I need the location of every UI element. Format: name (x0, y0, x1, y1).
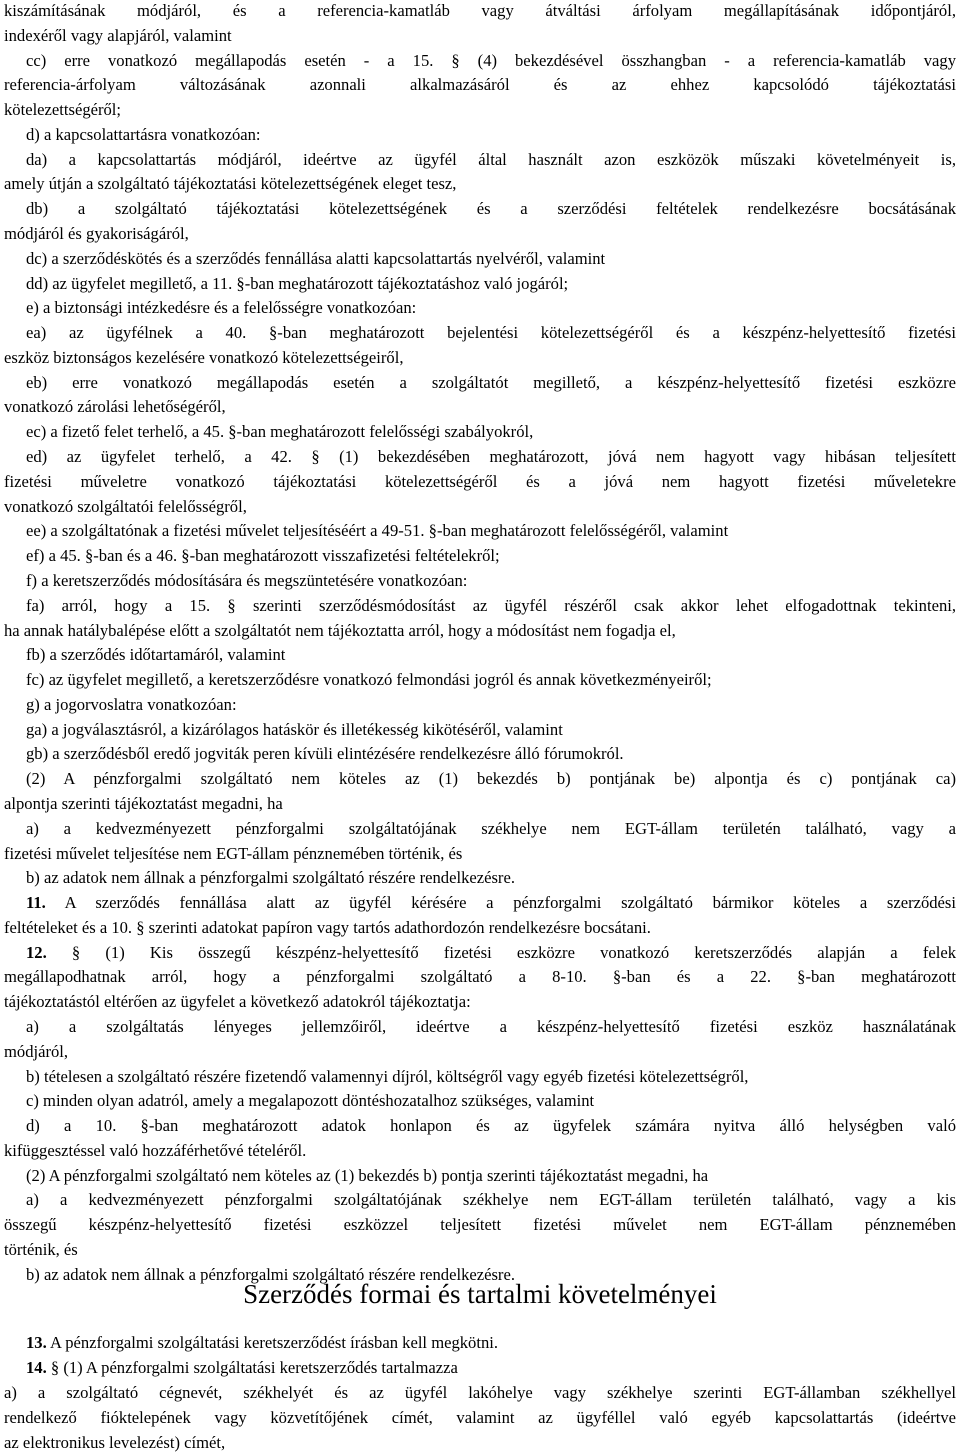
text-line (4, 1237, 78, 1262)
line-text: ef) a 45. §-ban és a 46. §-ban meghatározott visszafizetési feltételekről; (26, 546, 500, 566)
text-line (4, 171, 456, 196)
text-line (4, 494, 247, 519)
line-text: kiszámításának módjáról, és a referencia-kamatláb vagy átváltási árfolyam megállapításának időpontjáról, (4, 1, 956, 20)
line-text: fizetési művelet teljesítése nem EGT-állam pénznemében történik, és (4, 843, 463, 863)
text-line (26, 766, 956, 791)
text-line (26, 196, 956, 221)
text-line (4, 469, 956, 494)
text-line (4, 1212, 956, 1237)
text-line (26, 1113, 956, 1138)
text-line (4, 1138, 306, 1163)
line-text: ed) az ügyfelet terhelő, a 42. § (1) bekezdésében meghatározott, jóvá nem hagyott vagy hibásan teljesített (26, 447, 956, 467)
text-line (4, 1039, 68, 1064)
line-text: d) a 10. §-ban meghatározott adatok honlapon és az ügyfelek számára nyitva álló helységben való (26, 1116, 956, 1136)
text-line (26, 1064, 748, 1089)
line-text: g) a jogorvoslatra vonatkozóan: (26, 694, 237, 714)
line-text: vonatkozó szolgáltatói felelősségről, (4, 496, 247, 516)
text-line (4, 1430, 225, 1455)
text-line (26, 593, 956, 618)
text-line (4, 23, 232, 48)
line-text: gb) a szerződésből eredő jogviták peren kívüli elintézésére rendelkezésre álló fórumokról. (26, 744, 624, 764)
line-text: (2) A pénzforgalmi szolgáltató nem köteles az (1) bekezdés b) pontja szerinti tájékoztatást megadni, ha (26, 1165, 709, 1185)
line-text: referencia-árfolyam változásának azonnali alkalmazásáról és az ehhez kapcsolódó tájékoztatási (4, 75, 956, 95)
line-text: b) az adatok nem állnak a pénzforgalmi szolgáltató részére rendelkezésre. (26, 1264, 515, 1284)
text-line (26, 419, 533, 444)
text-line (26, 147, 956, 172)
line-text: b) tételesen a szolgáltató részére fizetendő valamennyi díjról, költségről vagy egyéb fizetési kötelezettségről, (26, 1066, 749, 1086)
section-heading: Szerződés formai és tartalmi követelményei (243, 1279, 717, 1309)
text-line (26, 246, 605, 271)
text-line (4, 1405, 956, 1430)
text-line (26, 940, 956, 965)
text-line (26, 370, 956, 395)
line-text: ec) a fizető felet terhelő, a 45. §-ban meghatározott felelősségi szabályokról, (26, 422, 534, 442)
text-line (26, 1355, 458, 1380)
paragraph-number: 14. (26, 1358, 47, 1377)
line-text: az elektronikus levelezést) címét, (4, 1433, 226, 1452)
text-line (26, 48, 956, 73)
line-text: d) a kapcsolattartásra vonatkozóan: (26, 124, 261, 144)
line-text: módjáról, (4, 1041, 69, 1061)
text-line (26, 890, 956, 915)
line-text: fizetési műveletre vonatkozó tájékoztatási kötelezettségéről és a jóvá nem hagyott fizetési műveletekre (4, 471, 956, 491)
line-text: módjáról és gyakoriságáról, (4, 224, 189, 244)
text-line (26, 320, 956, 345)
text-line (26, 692, 237, 717)
line-text: c) minden olyan adatról, amely a megalapozott döntéshozatalhoz szükséges, valamint (26, 1091, 595, 1111)
text-line (26, 865, 515, 890)
line-text: tájékoztatástól eltérően az ügyfelet a következő adatokról tájékoztatja: (4, 992, 471, 1012)
text-line (4, 841, 462, 866)
text-line (4, 618, 676, 643)
text-line (4, 989, 471, 1014)
line-text: A szerződés fennállása alatt az ügyfél kérésére a pénzforgalmi szolgáltató bármikor köteles a szerződési (45, 893, 956, 913)
paragraph-number: 13. (26, 1333, 47, 1352)
line-text: alpontja szerinti tájékoztatást megadni, ha (4, 793, 283, 813)
line-text: a) a kedvezményezett pénzforgalmi szolgáltatójának székhelye nem EGT-állam területén található, vagy a (26, 818, 956, 838)
text-line (26, 122, 261, 147)
line-text: rendelkező fióktelepének vagy közvetítőjének címét, valamint az ügyféllel való egyéb kapcsolattartás (ideértve (4, 1408, 956, 1427)
line-text: § (1) A pénzforgalmi szolgáltatási keretszerződés tartalmazza (46, 1358, 458, 1377)
text-line (26, 518, 728, 543)
text-line (4, 394, 226, 419)
line-text: fa) arról, hogy a 15. § szerinti szerződésmódosítást az ügyfél részéről csak akkor lehet elfogadottnak tekinteni, (26, 595, 956, 615)
text-line (26, 667, 712, 692)
text-line (4, 964, 956, 989)
line-text: e) a biztonsági intézkedésre és a felelősségre vonatkozóan: (26, 298, 417, 318)
text-line (26, 1187, 956, 1212)
line-text: amely útján a szolgáltató tájékoztatási kötelezettségének eleget tesz, (4, 174, 457, 194)
line-text: ea) az ügyfélnek a 40. §-ban meghatározott bejelentési kötelezettségéről és a készpénz-helyettesítő fizetési (26, 323, 956, 343)
text-line (4, 72, 956, 97)
line-text: (2) A pénzforgalmi szolgáltató nem köteles az (1) bekezdés b) pontjának be) alpontja és c) pontjának ca) (26, 769, 956, 789)
line-text: a) a szolgáltatás lényeges jellemzőiről, ideértve a készpénz-helyettesítő fizetési eszköz használatának (26, 1016, 956, 1036)
line-text: eb) erre vonatkozó megállapodás esetén a szolgáltatót megillető, a készpénz-helyettesítő fizetési eszközre (26, 372, 956, 392)
line-text: a) a kedvezményezett pénzforgalmi szolgáltatójának székhelye nem EGT-állam területén található, vagy a kis (26, 1190, 956, 1210)
line-text: eszköz biztonságos kezelésére vonatkozó kötelezettségeiről, (4, 347, 404, 367)
paragraph-number: 11. (26, 893, 46, 913)
text-line (26, 741, 624, 766)
line-text: a) a szolgáltató cégnevét, székhelyét és az ügyfél lakóhelye vagy székhelye szerinti EGT-államban székhellyel (4, 1383, 956, 1402)
line-text: ee) a szolgáltatónak a fizetési művelet teljesítéséért a 49-51. §-ban meghatározott felelősségéről, valamint (26, 521, 729, 541)
line-text: fc) az ügyfelet megillető, a keretszerződésre vonatkozó felmondási jogról és annak következményeiről; (26, 670, 712, 690)
text-line (26, 1088, 594, 1113)
text-line (26, 642, 285, 667)
line-text: f) a keretszerződés módosítására és megszüntetésére vonatkozóan: (26, 570, 468, 590)
text-line (26, 568, 467, 593)
line-text: dd) az ügyfelet megillető, a 11. §-ban meghatározott tájékoztatáshoz való jogáról; (26, 273, 569, 293)
line-text: § (1) Kis összegű készpénz-helyettesítő fizetési eszközre vonatkozó keretszerződés alapján a felek (46, 942, 956, 962)
line-text: összegű készpénz-helyettesítő fizetési eszközzel teljesített fizetési művelet nem EGT-állam pénznemében (4, 1215, 956, 1235)
text-line (4, 221, 189, 246)
text-line (26, 1163, 708, 1188)
text-line (26, 444, 956, 469)
line-text: db) a szolgáltató tájékoztatási kötelezettségének és a szerződési feltételek rendelkezésre bocsátásának (26, 199, 956, 219)
line-text: történik, és (4, 1240, 78, 1259)
line-text: indexéről vagy alapjáról, valamint (4, 25, 232, 45)
text-line (4, 915, 651, 940)
text-line (4, 345, 403, 370)
line-text: dc) a szerződéskötés és a szerződés fennállása alatti kapcsolattartás nyelvéről, valamint (26, 248, 606, 268)
text-line (4, 1380, 956, 1405)
line-text: cc) erre vonatkozó megállapodás esetén - a 15. § (4) bekezdésével összhangban - a referencia-kamatláb vagy (26, 50, 956, 70)
line-text: A pénzforgalmi szolgáltatási keretszerződést írásban kell megkötni. (46, 1333, 499, 1352)
text-line (26, 717, 563, 742)
text-line (26, 543, 500, 568)
line-text: b) az adatok nem állnak a pénzforgalmi szolgáltató részére rendelkezésre. (26, 868, 515, 888)
paragraph-number: 12. (26, 942, 47, 962)
text-line (26, 816, 956, 841)
line-text: vonatkozó zárolási lehetőségéről, (4, 397, 226, 417)
text-line (4, 97, 121, 122)
line-text: kötelezettségéről; (4, 100, 122, 120)
line-text: feltételeket és a 10. § szerinti adatokat papíron vagy tartós adathordozón rendelkezésre bocsátani. (4, 917, 651, 937)
text-line (26, 295, 416, 320)
text-line (26, 1330, 498, 1355)
line-text: da) a kapcsolattartás módjáról, ideértve az ügyfél által használt azon eszközök műszaki követelményeit is, (26, 149, 956, 169)
text-line (26, 1014, 956, 1039)
line-text: kifüggesztéssel való hozzáférhetővé tételéről. (4, 1140, 307, 1160)
text-line (4, 0, 956, 23)
line-text: ha annak hatálybalépése előtt a szolgáltatót nem tájékoztatta arról, hogy a módosítást nem fogadja el, (4, 620, 676, 640)
text-line (4, 791, 283, 816)
line-text: fb) a szerződés időtartamáról, valamint (26, 645, 286, 665)
line-text: megállapodhatnak arról, hogy a pénzforgalmi szolgáltató a 8-10. §-ban és a 22. §-ban meghatározott (4, 967, 956, 987)
text-line (26, 271, 568, 296)
line-text: ga) a jogválasztásról, a kizárólagos hatáskör és illetékesség kikötéséről, valamint (26, 719, 563, 739)
